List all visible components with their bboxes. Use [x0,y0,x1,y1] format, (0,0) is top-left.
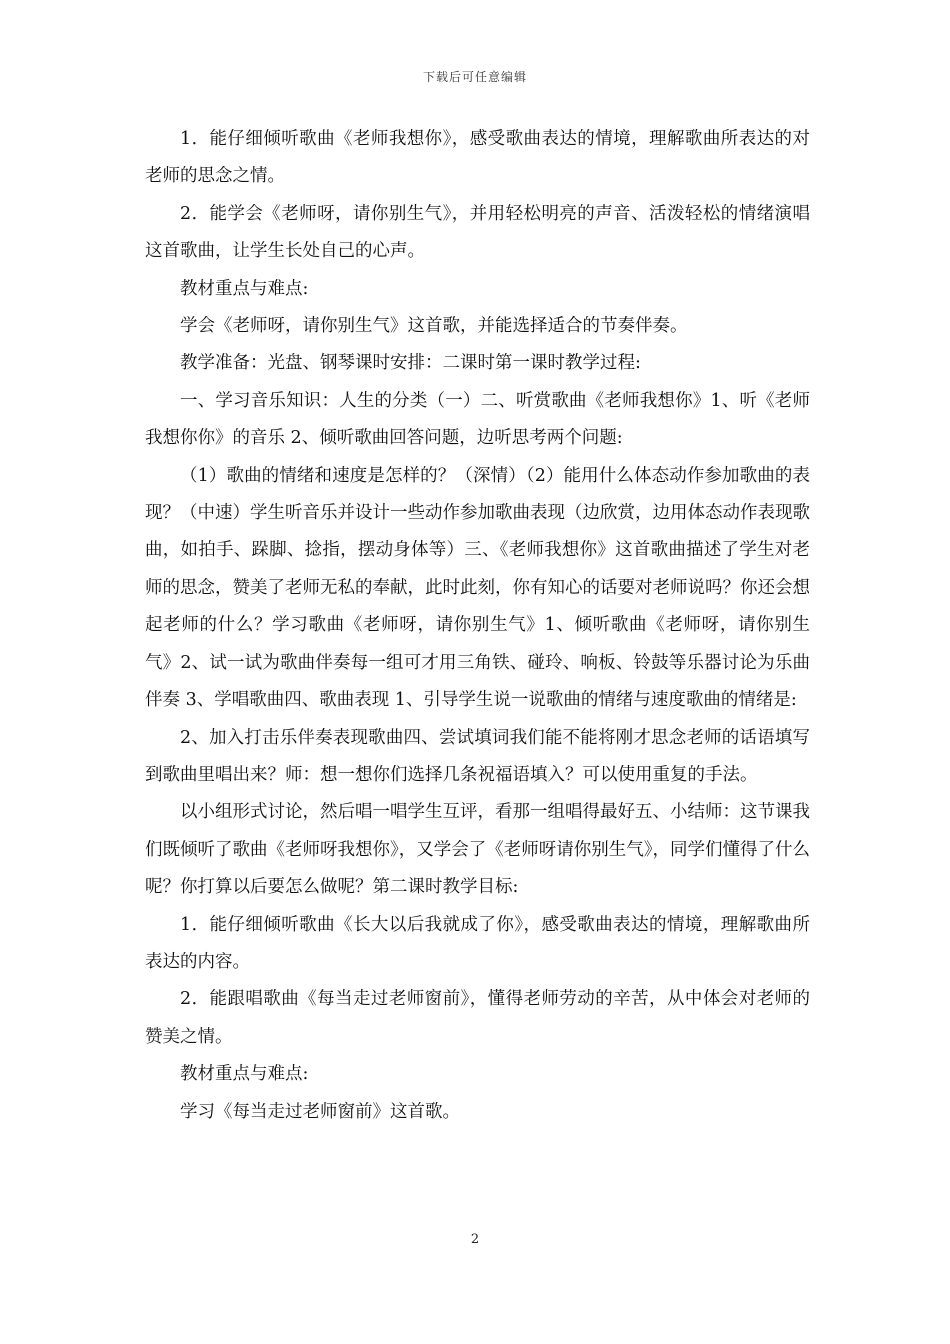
paragraph-lesson2-goal-1: 1．能仔细倾听歌曲《长大以后我就成了你》，感受歌曲表达的情境，理解歌曲所表达的内容。 [145,914,810,972]
paragraph-preparation: 教学准备：光盘、钢琴课时安排：二课时第一课时教学过程: [180,353,641,374]
paragraph-summary: 以小组形式讨论，然后唱一唱学生互评，看那一组唱得最好五、小结师：这节课我们既倾听了歌曲《老师呀我想你》，又学会了《老师呀请你别生气》，同学们懂得了什么呢？你打算以后要怎么做呢？第二课时教学目标: [145,802,810,898]
page-header: 下载后可任意编辑 [422,70,527,84]
document-body [145,121,810,1131]
paragraph-lesson2-key-points-heading: 教材重点与难点: [180,1064,309,1085]
paragraph-lesson2-key-points: 学习《每当走过老师窗前》这首歌。 [180,1101,460,1122]
paragraph-lesson2-goal-2: 2．能跟唱歌曲《每当走过老师窗前》，懂得老师劳动的辛苦，从中体会对老师的赞美之情。 [145,989,810,1047]
paragraph-goal-1: 1．能仔细倾听歌曲《老师我想你》，感受歌曲表达的情境，理解歌曲所表达的对老师的思念之情。 [145,129,810,187]
paragraph-process-3: 2、加入打击乐伴奏表现歌曲四、尝试填词我们能不能将刚才思念老师的话语填写到歌曲里唱出来？师：想一想你们选择几条祝福语填入？可以使用重复的手法。 [145,727,810,785]
paragraph-key-points-heading: 教材重点与难点: [180,278,309,299]
paragraph-process-2: （1）歌曲的情绪和速度是怎样的？（深情）（2）能用什么体态动作参加歌曲的表现？（中速）学生听音乐并设计一些动作参加歌曲表现（边欣赏，边用体态动作表现歌曲，如拍手、跺脚、捻指，摆动身体等）三、《老师我想你》这首歌曲描述了学生对老师的思念，赞美了老师无私的奉献，此时此刻，你有知心的话要对老师说吗？你还会想起老师的什么？学习歌曲《老师呀，请你别生气》1、倾听歌曲《老师呀，请你别生气》2、试一试为歌曲伴奏每一组可才用三角铁、碰玲、响板、铃鼓等乐器讨论为乐曲伴奏 3、学唱歌曲四、歌曲表现 1、引导学生说一说歌曲的情绪与速度歌曲的情绪是: [145,465,810,711]
paragraph-key-points: 学会《老师呀，请你别生气》这首歌，并能选择适合的节奏伴奏。 [180,316,688,337]
page-number: 2 [470,1232,480,1247]
paragraph-process-1: 一、学习音乐知识：人生的分类（一）二、听赏歌曲《老师我想你》1、听《老师我想你你》的音乐 2、倾听歌曲回答问题，边听思考两个问题: [145,390,810,449]
paragraph-goal-2: 2．能学会《老师呀，请你别生气》，并用轻松明亮的声音、活泼轻松的情绪演唱这首歌曲，让学生长处自己的心声。 [145,203,810,262]
